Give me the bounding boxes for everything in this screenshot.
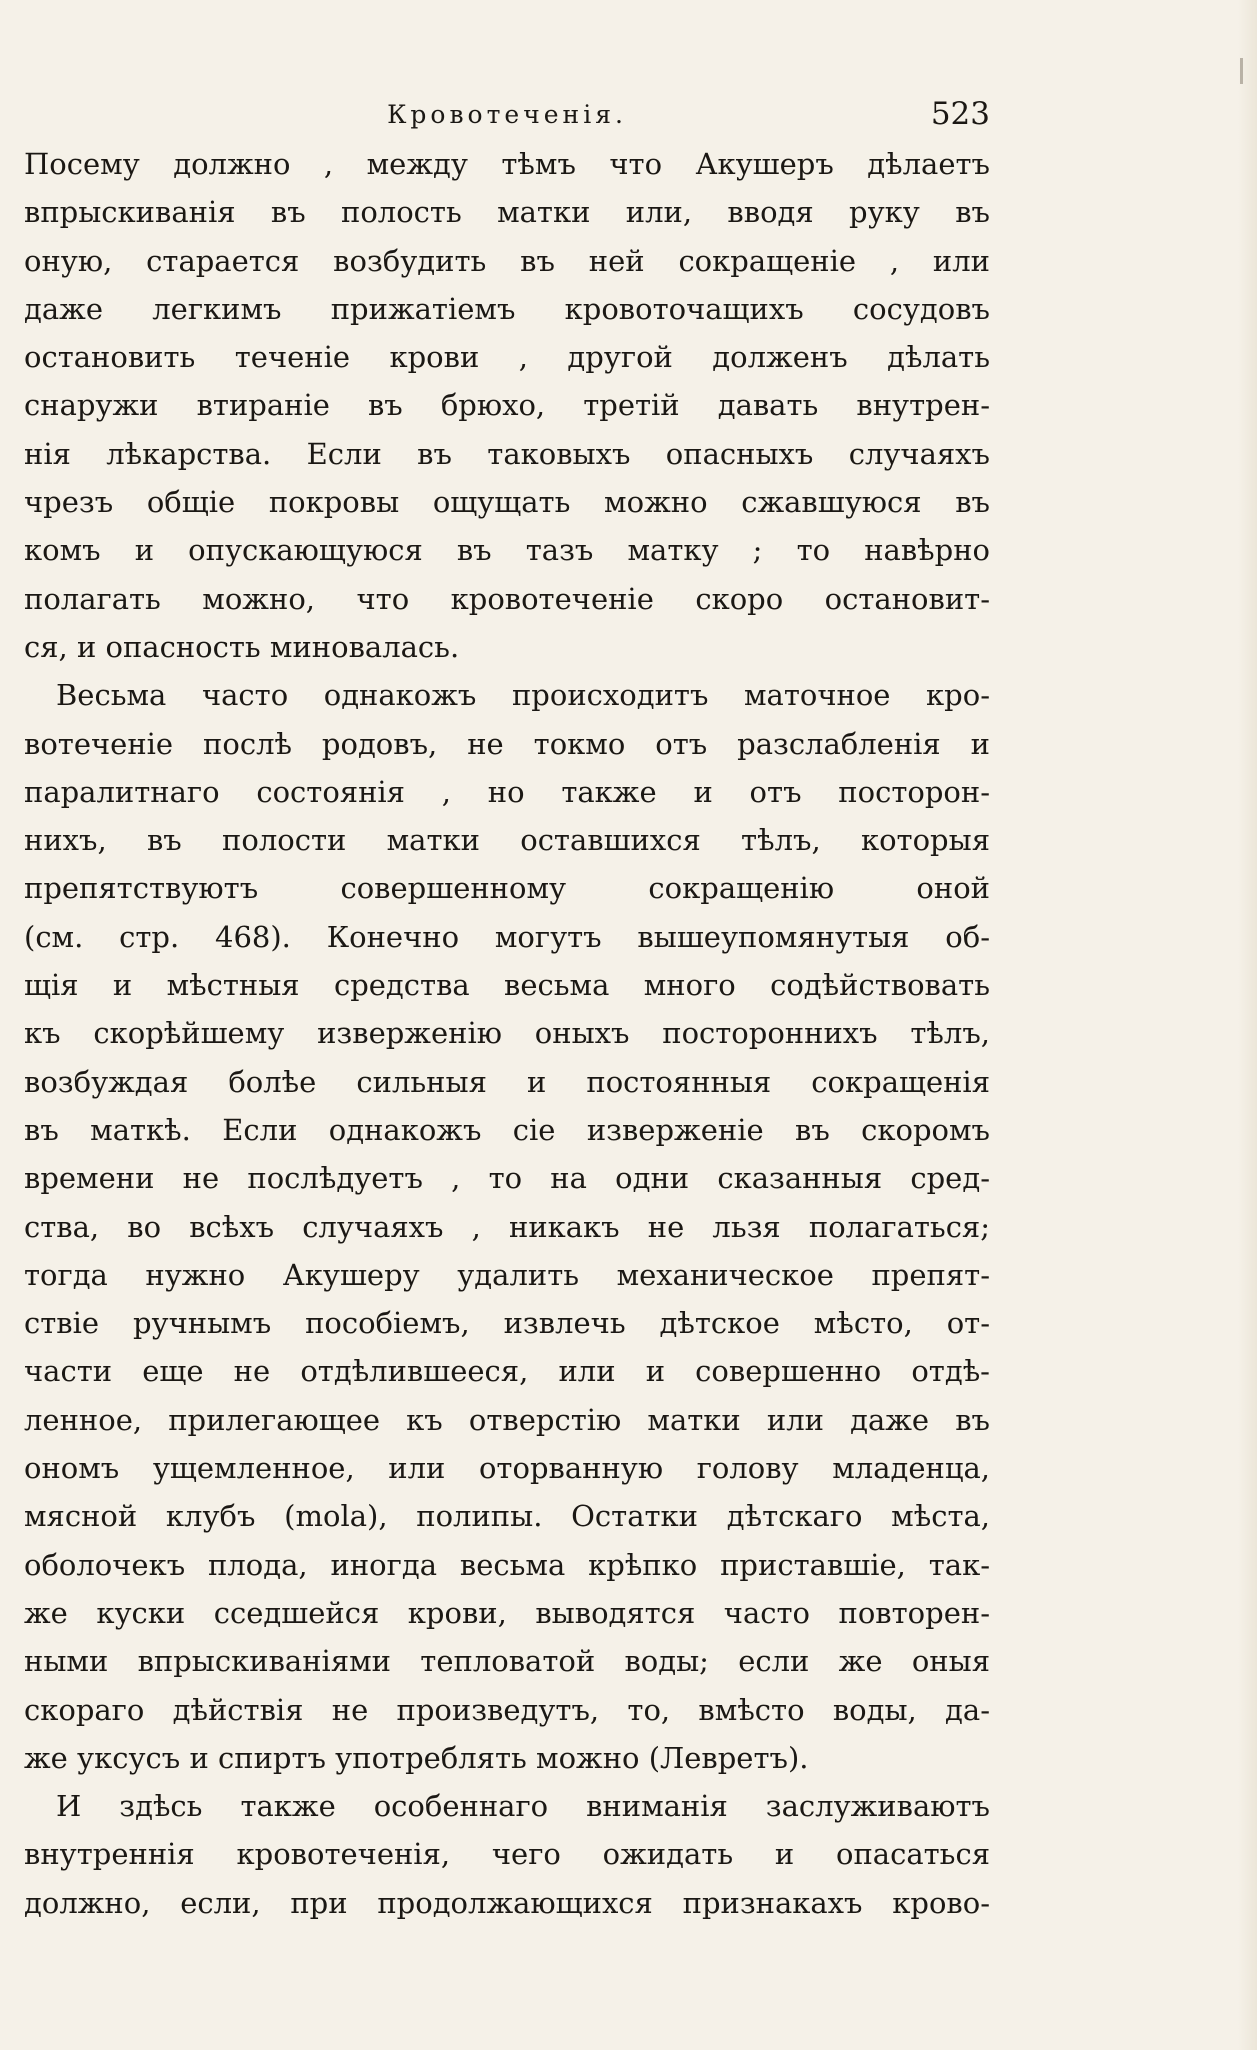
text-line: ленное, прилегающее къ отверстію матки или даже въ — [24, 1402, 990, 1437]
text-line: же уксусъ и спиртъ употреблять можно (Левретъ). — [24, 1740, 809, 1775]
paragraph — [24, 671, 990, 1782]
text-line: части еще не отдѣлившееся, или и совершенно отдѣ- — [24, 1354, 990, 1389]
page-header — [24, 96, 990, 140]
text-line: же куски сседшейся крови, выводятся часто повторен- — [24, 1595, 990, 1630]
text-line: въ маткѣ. Если однакожъ сіе изверженіе въ скоромъ — [24, 1112, 990, 1147]
text-line: снаружи втираніе въ брюхо, третій давать внутрен- — [24, 388, 990, 423]
text-line: мясной клубъ (mola), полипы. Остатки дѣтскаго мѣста, — [24, 1499, 990, 1534]
text-line: полагать можно, что кровотеченіе скоро остановит- — [24, 581, 990, 616]
text-line: скораго дѣйствія не произведутъ, то, вмѣсто воды, да- — [24, 1692, 990, 1727]
text-line: даже легкимъ прижатіемъ кровоточащихъ сосудовъ — [24, 291, 990, 326]
margin-mark — [1240, 58, 1243, 84]
text-line: къ скорѣйшему изверженію оныхъ постороннихъ тѣлъ, — [24, 1016, 990, 1051]
book-page — [24, 96, 990, 1927]
text-line: должно, если, при продолжающихся признакахъ крово- — [24, 1885, 990, 1920]
body-text — [24, 140, 990, 1927]
text-line: внутреннія кровотеченія, чего ожидать и опасаться — [24, 1837, 990, 1872]
text-line: И здѣсь также особеннаго вниманія заслуживаютъ — [56, 1789, 990, 1824]
text-line: Посему должно , между тѣмъ что Акушеръ дѣлаетъ — [24, 147, 990, 181]
text-line: возбуждая болѣе сильныя и постоянныя сокращенія — [24, 1064, 990, 1099]
text-line: чрезъ общіе покровы ощущать можно сжавшуюся въ — [24, 485, 990, 520]
text-line: ствіе ручнымъ пособіемъ, извлечь дѣтское мѣсто, от- — [24, 1306, 990, 1341]
text-line: препятствуютъ совершенному сокращенію оной — [24, 871, 990, 906]
text-line: оную, старается возбудить въ ней сокращеніе , или — [24, 243, 990, 278]
page-number: 523 — [930, 96, 990, 132]
paragraph — [24, 1782, 990, 1927]
page-edge — [1238, 0, 1257, 2050]
text-line: ся, и опасность миновалась. — [24, 629, 460, 664]
text-line: паралитнаго состоянія , но также и отъ посторон- — [24, 774, 990, 809]
text-line: ства, во всѣхъ случаяхъ , никакъ не льзя полагаться; — [24, 1209, 990, 1244]
text-line: щія и мѣстныя средства весьма много содѣйствовать — [24, 968, 990, 1003]
text-line: нихъ, въ полости матки оставшихся тѣлъ, которыя — [24, 823, 990, 858]
text-line: Весьма часто однакожъ происходитъ маточное кро- — [56, 678, 990, 713]
text-line: впрыскиванія въ полость матки или, вводя руку въ — [24, 195, 990, 230]
text-line: ными впрыскиваніями тепловатой воды; если же оныя — [24, 1644, 990, 1679]
text-line: остановить теченіе крови , другой долженъ дѣлать — [24, 340, 990, 375]
text-line: комъ и опускающуюся въ тазъ матку ; то навѣрно — [24, 533, 990, 568]
text-line: (см. стр. 468). Конечно могутъ вышеупомянутыя об- — [24, 919, 990, 954]
text-line: времени не послѣдуетъ , то на одни сказанныя сред- — [24, 1161, 990, 1196]
text-line: оболочекъ плода, иногда весьма крѣпко приставшіе, так- — [24, 1547, 990, 1582]
running-title: Кровотеченія. — [387, 100, 627, 129]
text-line: нія лѣкарства. Если въ таковыхъ опасныхъ случаяхъ — [24, 436, 990, 471]
text-line: ономъ ущемленное, или оторванную голову младенца, — [24, 1451, 990, 1486]
text-line: вотеченіе послѣ родовъ, не токмо отъ разслабленія и — [24, 726, 990, 761]
text-line: тогда нужно Акушеру удалить механическое препят- — [24, 1257, 990, 1292]
paragraph — [24, 140, 990, 671]
